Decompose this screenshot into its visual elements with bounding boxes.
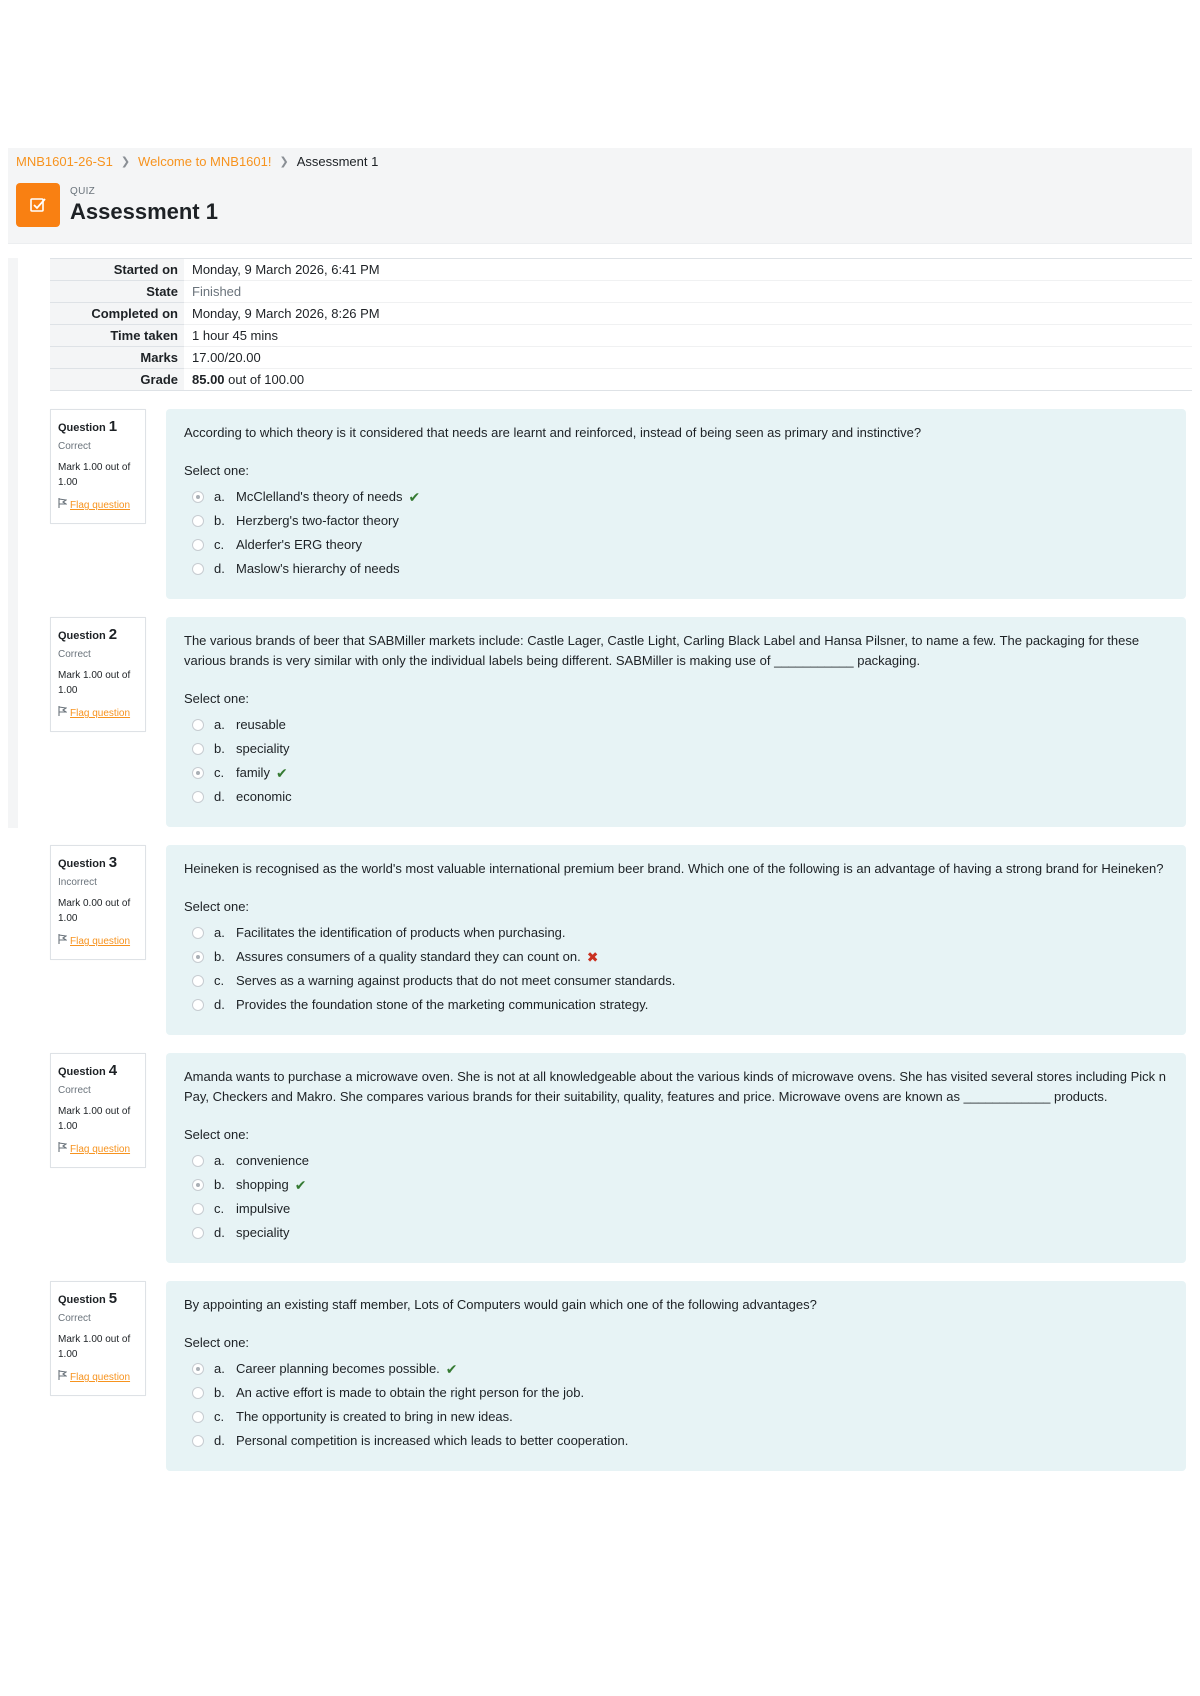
question-number-value: 5 bbox=[108, 1290, 118, 1307]
question-text: The various brands of beer that SABMiller markets include: Castle Lager, Castle Light, Carling Black Label and Hansa Pilsner, to name a few. The packaging for these various brands is very similar with only the individual labels being different. SABMiller is making use of ___________ packaging. bbox=[184, 633, 1140, 668]
flag-question-label[interactable]: Flag question bbox=[70, 500, 131, 511]
summary-row bbox=[50, 303, 1192, 325]
question-mark: Mark 0.00 out of 1.00 bbox=[58, 898, 131, 924]
summary-row-grade bbox=[50, 369, 1192, 391]
answer-radio[interactable] bbox=[192, 1179, 204, 1191]
summary-value: Monday, 9 March 2026, 6:41 PM bbox=[184, 259, 1192, 281]
answer-text: Career planning becomes possible. bbox=[236, 1361, 440, 1376]
answer-letter: a. bbox=[214, 717, 225, 732]
summary-row bbox=[50, 325, 1192, 347]
answer-option[interactable] bbox=[192, 1149, 1168, 1173]
answer-list bbox=[192, 485, 1168, 581]
question-label: Question bbox=[58, 422, 106, 434]
flag-question-label[interactable]: Flag question bbox=[70, 1372, 131, 1383]
summary-value: Monday, 9 March 2026, 8:26 PM bbox=[184, 303, 1192, 325]
flag-icon bbox=[58, 498, 67, 511]
correct-check-icon: ✔ bbox=[294, 1177, 307, 1193]
question-block bbox=[50, 1281, 1186, 1471]
question-mark: Mark 1.00 out of 1.00 bbox=[58, 1334, 131, 1360]
answer-radio[interactable] bbox=[192, 563, 204, 575]
answer-letter: d. bbox=[214, 1225, 225, 1240]
flag-question-link[interactable] bbox=[58, 706, 138, 721]
question-content bbox=[166, 845, 1186, 1035]
question-list bbox=[50, 409, 1186, 1471]
flag-question-label[interactable]: Flag question bbox=[70, 1144, 131, 1155]
question-info bbox=[50, 617, 146, 732]
answer-radio[interactable] bbox=[192, 1363, 204, 1375]
answer-letter: d. bbox=[214, 561, 225, 576]
answer-text: Assures consumers of a quality standard they can count on. bbox=[236, 949, 581, 964]
flag-icon bbox=[58, 1142, 67, 1155]
answer-option[interactable] bbox=[192, 1381, 1168, 1405]
answer-radio[interactable] bbox=[192, 515, 204, 527]
answer-letter: c. bbox=[214, 765, 225, 780]
question-content bbox=[166, 1053, 1186, 1263]
quiz-icon bbox=[16, 183, 60, 227]
breadcrumb-section[interactable]: Welcome to MNB1601! bbox=[138, 154, 272, 169]
question-number bbox=[58, 1062, 138, 1079]
answer-text: Serves as a warning against products that do not meet consumer standards. bbox=[236, 973, 676, 988]
question-number bbox=[58, 418, 138, 435]
question-state: Correct bbox=[58, 1085, 91, 1096]
question-label: Question bbox=[58, 1294, 106, 1306]
answer-text: speciality bbox=[236, 1225, 290, 1240]
answer-radio[interactable] bbox=[192, 1411, 204, 1423]
answer-letter: c. bbox=[214, 1409, 225, 1424]
left-shade bbox=[8, 258, 18, 828]
breadcrumb-course[interactable]: MNB1601-26-S1 bbox=[16, 154, 113, 169]
answer-letter: b. bbox=[214, 513, 225, 528]
answer-option[interactable] bbox=[192, 1173, 1168, 1197]
answer-option[interactable] bbox=[192, 921, 1168, 945]
answer-radio[interactable] bbox=[192, 951, 204, 963]
question-block bbox=[50, 617, 1186, 827]
summary-value: Finished bbox=[184, 281, 1192, 303]
question-number-value: 4 bbox=[108, 1062, 118, 1079]
question-number bbox=[58, 1290, 138, 1307]
answer-letter: c. bbox=[214, 973, 225, 988]
question-text: According to which theory is it considered that needs are learnt and reinforced, instead of being seen as primary and instinctive? bbox=[184, 425, 922, 440]
answer-letter: b. bbox=[214, 949, 225, 964]
answer-letter: a. bbox=[214, 925, 225, 940]
answer-letter: b. bbox=[214, 1177, 225, 1192]
flag-question-label[interactable]: Flag question bbox=[70, 936, 131, 947]
correct-check-icon: ✔ bbox=[275, 765, 288, 781]
question-block bbox=[50, 845, 1186, 1035]
select-one-prompt: Select one: bbox=[184, 1127, 250, 1142]
activity-kind: QUIZ bbox=[70, 185, 96, 197]
answer-text: Maslow's hierarchy of needs bbox=[236, 561, 400, 576]
answer-radio[interactable] bbox=[192, 491, 204, 503]
flag-question-link[interactable] bbox=[58, 934, 138, 949]
answer-option[interactable] bbox=[192, 993, 1168, 1017]
answer-option[interactable] bbox=[192, 1429, 1168, 1453]
page-header bbox=[8, 148, 1192, 244]
answer-radio[interactable] bbox=[192, 999, 204, 1011]
question-number bbox=[58, 854, 138, 871]
summary-label: Completed on bbox=[50, 303, 184, 325]
summary-value bbox=[184, 369, 1192, 391]
answer-text: speciality bbox=[236, 741, 290, 756]
select-one-prompt: Select one: bbox=[184, 691, 250, 706]
question-info bbox=[50, 845, 146, 960]
answer-text: Alderfer's ERG theory bbox=[236, 537, 363, 552]
question-state: Correct bbox=[58, 441, 91, 452]
question-text: By appointing an existing staff member, Lots of Computers would gain which one of the following advantages? bbox=[184, 1297, 817, 1312]
question-text: Amanda wants to purchase a microwave oven. She is not at all knowledgeable about the various kinds of microwave ovens. She has visited several stores including Pick n Pay, Checkers and Makro. She compares various brands for their suitability, quality, features and price. Microwave ovens are known as ____________ products. bbox=[184, 1069, 1167, 1104]
question-label: Question bbox=[58, 1066, 106, 1078]
answer-option[interactable] bbox=[192, 1221, 1168, 1245]
summary-value: 17.00/20.00 bbox=[184, 347, 1192, 369]
title-row bbox=[16, 183, 1184, 227]
answer-option[interactable] bbox=[192, 509, 1168, 533]
answer-text: impulsive bbox=[236, 1201, 291, 1216]
question-info bbox=[50, 1053, 146, 1168]
question-content bbox=[166, 1281, 1186, 1471]
answer-option[interactable] bbox=[192, 1197, 1168, 1221]
question-state: Correct bbox=[58, 1313, 91, 1324]
flag-question-link[interactable] bbox=[58, 1370, 138, 1385]
question-state: Incorrect bbox=[58, 877, 97, 888]
question-text: Heineken is recognised as the world's most valuable international premium beer brand. Which one of the following is an advantage of having a strong brand for Heineken? bbox=[184, 861, 1164, 876]
breadcrumb-current: Assessment 1 bbox=[296, 154, 379, 169]
question-info bbox=[50, 409, 146, 524]
answer-text: McClelland's theory of needs bbox=[236, 489, 403, 504]
answer-radio[interactable] bbox=[192, 719, 204, 731]
incorrect-cross-icon: ✖ bbox=[586, 949, 599, 965]
question-number-value: 3 bbox=[108, 854, 118, 871]
answer-text: reusable bbox=[236, 717, 286, 732]
answer-radio[interactable] bbox=[192, 1435, 204, 1447]
question-label: Question bbox=[58, 630, 106, 642]
answer-text: Facilitates the identification of products when purchasing. bbox=[236, 925, 566, 940]
answer-option[interactable] bbox=[192, 713, 1168, 737]
summary-row bbox=[50, 347, 1192, 369]
summary-row bbox=[50, 281, 1192, 303]
answer-option[interactable] bbox=[192, 1357, 1168, 1381]
answer-text: Provides the foundation stone of the marketing communication strategy. bbox=[236, 997, 649, 1012]
answer-letter: c. bbox=[214, 1201, 225, 1216]
answer-letter: a. bbox=[214, 1153, 225, 1168]
answer-text: The opportunity is created to bring in new ideas. bbox=[236, 1409, 513, 1424]
summary-row bbox=[50, 259, 1192, 281]
correct-check-icon: ✔ bbox=[408, 489, 421, 505]
question-label: Question bbox=[58, 858, 106, 870]
attempt-summary-table bbox=[50, 258, 1192, 391]
correct-check-icon: ✔ bbox=[445, 1361, 458, 1377]
answer-list bbox=[192, 921, 1168, 1017]
answer-radio[interactable] bbox=[192, 791, 204, 803]
summary-label: Started on bbox=[50, 259, 184, 281]
answer-option[interactable] bbox=[192, 737, 1168, 761]
summary-label: Time taken bbox=[50, 325, 184, 347]
flag-icon bbox=[58, 1370, 67, 1383]
select-one-prompt: Select one: bbox=[184, 899, 250, 914]
answer-radio[interactable] bbox=[192, 1227, 204, 1239]
question-number bbox=[58, 626, 138, 643]
select-one-prompt: Select one: bbox=[184, 463, 250, 478]
answer-list bbox=[192, 1357, 1168, 1453]
answer-radio[interactable] bbox=[192, 927, 204, 939]
answer-radio[interactable] bbox=[192, 767, 204, 779]
question-block bbox=[50, 1053, 1186, 1263]
question-mark: Mark 1.00 out of 1.00 bbox=[58, 1106, 131, 1132]
answer-text: Herzberg's two-factor theory bbox=[236, 513, 399, 528]
answer-option[interactable] bbox=[192, 485, 1168, 509]
answer-radio[interactable] bbox=[192, 1387, 204, 1399]
main-content bbox=[8, 258, 1192, 1471]
summary-value: 1 hour 45 mins bbox=[184, 325, 1192, 347]
answer-letter: a. bbox=[214, 1361, 225, 1376]
answer-letter: d. bbox=[214, 789, 225, 804]
answer-text: shopping bbox=[236, 1177, 289, 1192]
question-number-value: 2 bbox=[108, 626, 118, 643]
answer-text: convenience bbox=[236, 1153, 309, 1168]
answer-radio[interactable] bbox=[192, 539, 204, 551]
question-state: Correct bbox=[58, 649, 91, 660]
summary-label: State bbox=[50, 281, 184, 303]
select-one-prompt: Select one: bbox=[184, 1335, 250, 1350]
flag-question-link[interactable] bbox=[58, 498, 138, 513]
answer-text: Personal competition is increased which leads to better cooperation. bbox=[236, 1433, 629, 1448]
answer-radio[interactable] bbox=[192, 1203, 204, 1215]
answer-letter: d. bbox=[214, 1433, 225, 1448]
chevron-right-icon: ❯ bbox=[279, 156, 289, 168]
answer-option[interactable] bbox=[192, 969, 1168, 993]
question-mark: Mark 1.00 out of 1.00 bbox=[58, 462, 131, 488]
answer-text: An active effort is made to obtain the right person for the job. bbox=[236, 1385, 585, 1400]
flag-question-label[interactable]: Flag question bbox=[70, 708, 131, 719]
answer-letter: a. bbox=[214, 489, 225, 504]
answer-option[interactable] bbox=[192, 533, 1168, 557]
answer-option[interactable] bbox=[192, 761, 1168, 785]
answer-radio[interactable] bbox=[192, 975, 204, 987]
summary-label: Grade bbox=[50, 369, 184, 391]
grade-out-of: out of 100.00 bbox=[224, 372, 305, 387]
answer-radio[interactable] bbox=[192, 1155, 204, 1167]
page-title: Assessment 1 bbox=[70, 198, 218, 224]
answer-option[interactable] bbox=[192, 557, 1168, 581]
answer-option[interactable] bbox=[192, 1405, 1168, 1429]
answer-list bbox=[192, 1149, 1168, 1245]
question-content bbox=[166, 617, 1186, 827]
answer-option[interactable] bbox=[192, 785, 1168, 809]
answer-letter: d. bbox=[214, 997, 225, 1012]
summary-label: Marks bbox=[50, 347, 184, 369]
answer-letter: c. bbox=[214, 537, 225, 552]
question-info bbox=[50, 1281, 146, 1396]
answer-list bbox=[192, 713, 1168, 809]
question-mark: Mark 1.00 out of 1.00 bbox=[58, 670, 131, 696]
answer-letter: b. bbox=[214, 1385, 225, 1400]
chevron-right-icon: ❯ bbox=[120, 156, 131, 168]
question-block bbox=[50, 409, 1186, 599]
flag-icon bbox=[58, 934, 67, 947]
answer-text: family bbox=[236, 765, 270, 780]
question-number-value: 1 bbox=[108, 418, 118, 435]
answer-option[interactable] bbox=[192, 945, 1168, 969]
answer-letter: b. bbox=[214, 741, 225, 756]
answer-text: economic bbox=[236, 789, 292, 804]
grade-value: 85.00 bbox=[192, 372, 225, 387]
flag-icon bbox=[58, 706, 67, 719]
title-block bbox=[70, 186, 218, 225]
question-content bbox=[166, 409, 1186, 599]
breadcrumb bbox=[16, 154, 1184, 169]
answer-radio[interactable] bbox=[192, 743, 204, 755]
flag-question-link[interactable] bbox=[58, 1142, 138, 1157]
quiz-review-page bbox=[8, 148, 1192, 1471]
